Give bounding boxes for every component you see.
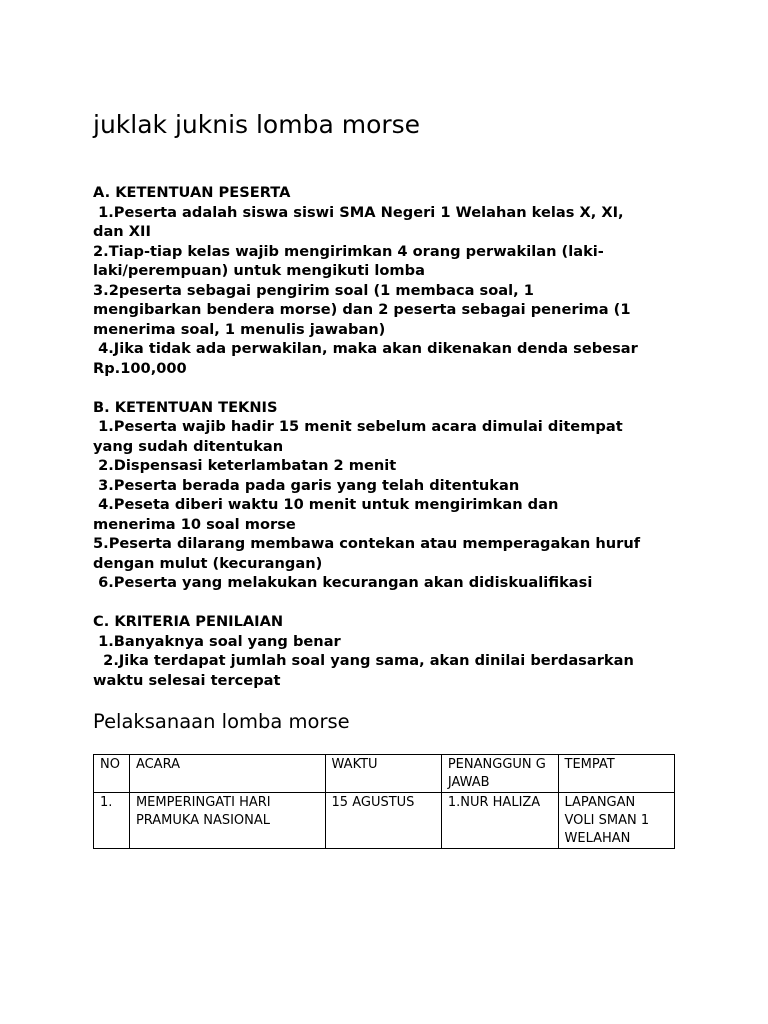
- body-line: 1.Peserta wajib hadir 15 menit sebelum acara dimulai ditempat: [93, 418, 623, 435]
- body-line: 2.Dispensasi keterlambatan 2 menit: [93, 457, 397, 474]
- column-header: WAKTU: [325, 755, 441, 793]
- body-line: 5.Peserta dilarang membawa contekan atau memperagakan huruf: [93, 535, 641, 552]
- body-line: 4.Peseta diberi waktu 10 menit untuk mengirimkan dan: [93, 496, 559, 513]
- document-body: [93, 183, 693, 690]
- body-line: Rp.100,000: [93, 359, 187, 377]
- body-line: menerima soal, 1 menulis jawaban): [93, 320, 386, 338]
- column-header: PENANGGUN G JAWAB: [441, 755, 558, 793]
- table-cell: LAPANGAN VOLI SMAN 1 WELAHAN: [558, 793, 675, 849]
- table-cell: 1.: [94, 793, 130, 849]
- body-line: C. KRITERIA PENILAIAN: [93, 613, 284, 630]
- document-title: juklak juknis lomba morse: [93, 110, 421, 139]
- body-line: 3.2peserta sebagai pengirim soal (1 membaca soal, 1: [93, 281, 534, 299]
- column-header: TEMPAT: [558, 755, 675, 793]
- body-line: 1.Banyaknya soal yang benar: [93, 632, 341, 650]
- body-line: dengan mulut (kecurangan): [93, 554, 323, 572]
- body-line: 4.Jika tidak ada perwakilan, maka akan dikenakan denda sebesar: [93, 340, 638, 357]
- table-cell: MEMPERINGATI HARI PRAMUKA NASIONAL: [129, 793, 325, 849]
- body-line: A. KETENTUAN PESERTA: [93, 184, 291, 201]
- body-line: 1.Peserta adalah siswa siswi SMA Negeri 1 Welahan kelas X, XI,: [93, 203, 624, 221]
- body-line: laki/perempuan) untuk mengikuti lomba: [93, 262, 425, 279]
- table-row: [94, 793, 675, 849]
- body-line: yang sudah ditentukan: [93, 437, 284, 455]
- table-cell: 1.NUR HALIZA: [441, 793, 558, 849]
- body-line: dan XII: [93, 223, 151, 240]
- blank-line: [93, 593, 693, 613]
- body-line: B. KETENTUAN TEKNIS: [93, 398, 278, 416]
- body-line: mengibarkan bendera morse) dan 2 peserta sebagai penerima (1: [93, 301, 631, 318]
- section-subtitle: Pelaksanaan lomba morse: [93, 710, 350, 733]
- body-line: 2.Jika terdapat jumlah soal yang sama, akan dinilai berdasarkan: [93, 652, 634, 669]
- table-header-row: [94, 755, 675, 793]
- body-line: menerima 10 soal morse: [93, 515, 296, 533]
- blank-line: [93, 378, 693, 398]
- schedule-table: [93, 754, 675, 849]
- body-line: 2.Tiap-tiap kelas wajib mengirimkan 4 orang perwakilan (laki-: [93, 242, 604, 260]
- table-cell: 15 AGUSTUS: [325, 793, 441, 849]
- column-header: ACARA: [129, 755, 325, 793]
- body-line: waktu selesai tercepat: [93, 671, 281, 689]
- column-header: NO: [94, 755, 130, 793]
- body-line: 6.Peserta yang melakukan kecurangan akan didiskualifikasi: [93, 574, 593, 591]
- body-line: 3.Peserta berada pada garis yang telah ditentukan: [93, 476, 520, 494]
